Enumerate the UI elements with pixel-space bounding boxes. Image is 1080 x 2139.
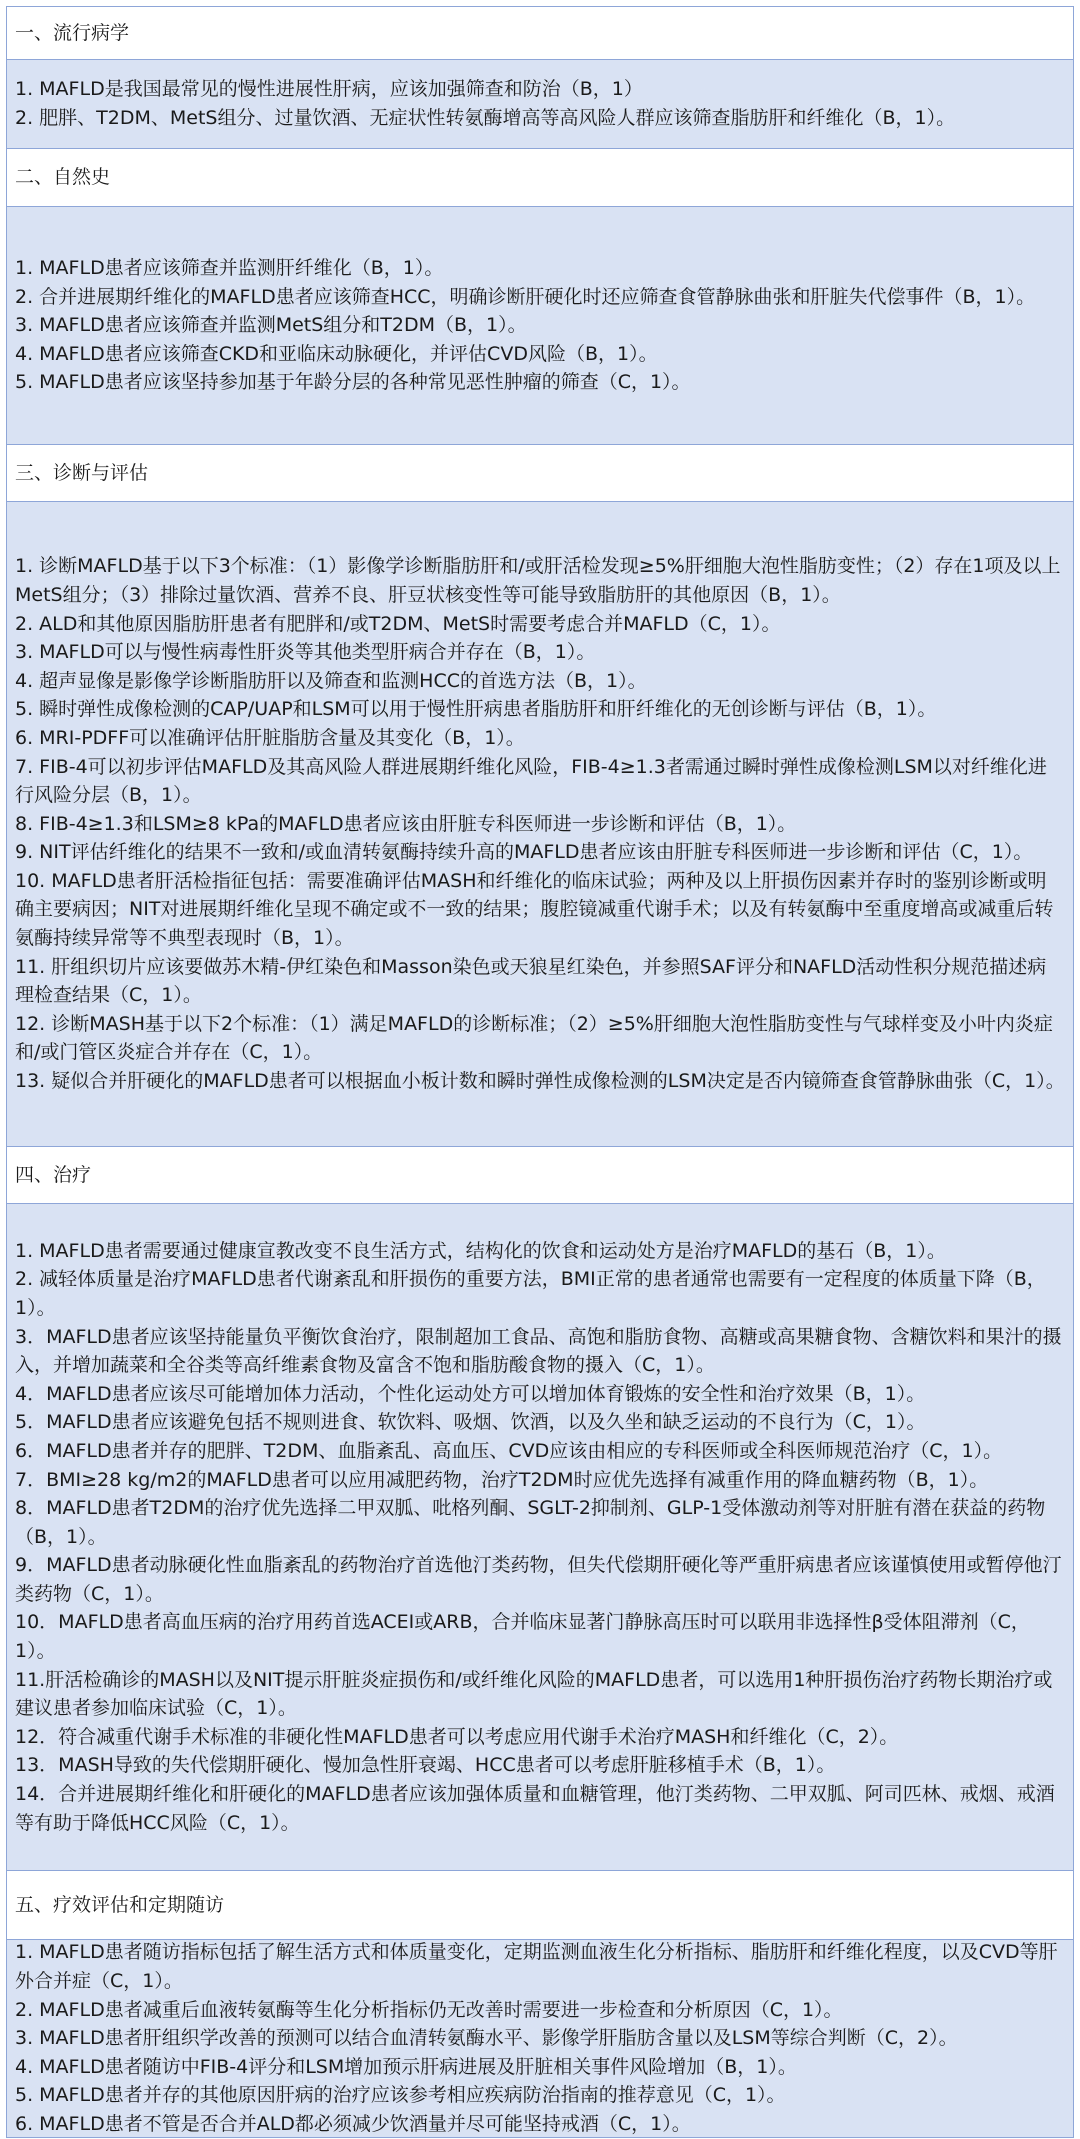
section-header-epidemiology: [7, 7, 1073, 60]
list-item: 1. MAFLD患者应该筛查并监测肝纤维化（B，1）。: [15, 257, 444, 280]
section-header-follow-up: [7, 1871, 1073, 1940]
guideline-summary-table: [6, 6, 1074, 2138]
list-item: 6．MAFLD患者并存的肥胖、T2DM、血脂紊乱、高血压、CVD应该由相应的专科医师或全科医师规范治疗（C，1）。: [15, 1439, 1003, 1462]
section-title: 三、诊断与评估: [15, 461, 149, 484]
section-body-natural-history: [7, 207, 1073, 445]
section-title: 四、治疗: [15, 1163, 92, 1186]
list-item: 1. MAFLD是我国最常见的慢性进展性肝病，应该加强筛查和防治（B，1）: [15, 78, 643, 101]
list-item: 4. MAFLD患者随访中FIB-4评分和LSM增加预示肝病进展及肝脏相关事件风险增加（B，1）。: [15, 2055, 797, 2078]
list-item: 10. MAFLD患者肝活检指征包括：需要准确评估MASH和纤维化的临床试验；两种及以上肝损伤因素并存时的鉴别诊断或明确主要病因；NIT对进展期纤维化呈现不确定或不一致的结果；腹腔镜减重代谢手术；以及有转氨酶中至重度增高或减重后转氨酶持续异常等不典型表现时（B，1）。: [15, 869, 1054, 950]
list-item: 3. MAFLD患者肝组织学改善的预测可以结合血清转氨酶水平、影像学肝脂肪含量以及LSM等综合判断（C，2）。: [15, 2027, 958, 2050]
section-body-treatment: [7, 1204, 1073, 1871]
list-item: 2. 减轻体质量是治疗MAFLD患者代谢紊乱和肝损伤的重要方法，BMI正常的患者通常也需要有一定程度的体质量下降（B，1）。: [15, 1268, 1046, 1319]
list-item: 5. MAFLD患者应该坚持参加基于年龄分层的各种常见恶性肿瘤的筛查（C，1）。: [15, 371, 691, 394]
list-item: 3. MAFLD患者应该筛查并监测MetS组分和T2DM（B，1）。: [15, 314, 527, 337]
list-item: 6. MAFLD患者不管是否合并ALD都必须减少饮酒量并尽可能坚持戒酒（C，1）。: [15, 2112, 691, 2135]
section-title: 二、自然史: [15, 166, 111, 188]
section-title: 五、疗效评估和定期随访: [15, 1893, 225, 1916]
list-item: 9. NIT评估纤维化的结果不一致和/或血清转氨酶持续升高的MAFLD患者应该由肝脏专科医师进一步诊断和评估（C，1）。: [15, 841, 1033, 864]
list-item: 2. 合并进展期纤维化的MAFLD患者应该筛查HCC，明确诊断肝硬化时还应筛查食管静脉曲张和肝脏失代偿事件（B，1）。: [15, 285, 1036, 308]
list-item: 9．MAFLD患者动脉硬化性血脂紊乱的药物治疗首选他汀类药物，但失代偿期肝硬化等严重肝病患者应该谨慎使用或暂停他汀类药物（C，1）。: [15, 1554, 1062, 1605]
list-item: 2. 肥胖、T2DM、MetS组分、过量饮酒、无症状性转氨酶增高等高风险人群应该筛查脂肪肝和纤维化（B，1）。: [15, 107, 956, 129]
list-item: 4. 超声显像是影像学诊断脂肪肝以及筛查和监测HCC的首选方法（B，1）。: [15, 669, 647, 692]
list-item: 6. MRI-PDFF可以准确评估肝脏脂肪含量及其变化（B，1）。: [15, 726, 525, 749]
list-item: 5. 瞬时弹性成像检测的CAP/UAP和LSM可以用于慢性肝病患者脂肪肝和肝纤维化的无创诊断与评估（B，1）。: [15, 698, 937, 721]
list-item: 2. MAFLD患者减重后血液转氨酶等生化分析指标仍无改善时需要进一步检查和分析原因（C，1）。: [15, 1998, 843, 2021]
list-item: 13．MASH导致的失代偿期肝硬化、慢加急性肝衰竭、HCC患者可以考虑肝脏移植手术（B，1）。: [15, 1754, 836, 1777]
section-body-epidemiology: [7, 60, 1073, 149]
list-item: 4．MAFLD患者应该尽可能增加体力活动，个性化运动处方可以增加体育锻炼的安全性和治疗效果（B，1）。: [15, 1382, 926, 1405]
list-item: 8．MAFLD患者T2DM的治疗优先选择二甲双胍、吡格列酮、SGLT-2抑制剂、GLP-1受体激动剂等对肝脏有潜在获益的药物（B，1）。: [15, 1497, 1046, 1548]
list-item: 1. MAFLD患者随访指标包括了解生活方式和体质量变化，定期监测血液生化分析指标、脂肪肝和纤维化程度，以及CVD等肝外合并症（C，1）。: [15, 1941, 1058, 1993]
list-item: 5. MAFLD患者并存的其他原因肝病的治疗应该参考相应疾病防治指南的推荐意见（C，1）。: [15, 2084, 786, 2107]
section-header-diagnosis: [7, 445, 1073, 502]
section-body-follow-up: [7, 1940, 1073, 2137]
list-item: 11.肝活检确诊的MASH以及NIT提示肝脏炎症损伤和/或纤维化风险的MAFLD患者，可以选用1种肝损伤治疗药物长期治疗或建议患者参加临床试验（C，1）。: [15, 1668, 1053, 1720]
list-item: 4. MAFLD患者应该筛查CKD和亚临床动脉硬化，并评估CVD风险（B，1）。: [15, 342, 658, 365]
list-item: 3. MAFLD可以与慢性病毒性肝炎等其他类型肝病合并存在（B，1）。: [15, 641, 596, 664]
list-item: 7. FIB-4可以初步评估MAFLD及其高风险人群进展期纤维化风险，FIB-4≥1.3者需通过瞬时弹性成像检测LSM以对纤维化进行风险分层（B，1）。: [15, 755, 1047, 807]
list-item: 14．合并进展期纤维化和肝硬化的MAFLD患者应该加强体质量和血糖管理，他汀类药物、二甲双胍、阿司匹林、戒烟、戒酒等有助于降低HCC风险（C，1）。: [15, 1783, 1055, 1834]
section-header-treatment: [7, 1147, 1073, 1204]
list-item: 8. FIB-4≥1.3和LSM≥8 kPa的MAFLD患者应该由肝脏专科医师进一步诊断和评估（B，1）。: [15, 812, 797, 835]
list-item: 3．MAFLD患者应该坚持能量负平衡饮食治疗，限制超加工食品、高饱和脂肪食物、高糖或高果糖食物、含糖饮料和果汁的摄入，并增加蔬菜和全谷类等高纤维素食物及富含不饱和脂肪酸食物的摄入（C，1）。: [15, 1325, 1062, 1377]
list-item: 12．符合减重代谢手术标准的非硬化性MAFLD患者可以考虑应用代谢手术治疗MASH和纤维化（C，2）。: [15, 1725, 899, 1748]
section-header-natural-history: [7, 149, 1073, 207]
list-item: 1. 诊断MAFLD基于以下3个标准：（1）影像学诊断脂肪肝和/或肝活检发现≥5%肝细胞大泡性脂肪变性；（2）存在1项及以上MetS组分；（3）排除过量饮酒、营养不良、肝豆状核变性等可能导致脂肪肝的其他原因（B，1）。: [15, 555, 1061, 606]
list-item: 5．MAFLD患者应该避免包括不规则进食、软饮料、吸烟、饮酒，以及久坐和缺乏运动的不良行为（C，1）。: [15, 1411, 926, 1434]
list-item: 12. 诊断MASH基于以下2个标准：（1）满足MAFLD的诊断标准；（2）≥5%肝细胞大泡性脂肪变性与气球样变及小叶内炎症和/或门管区炎症合并存在（C，1）。: [15, 1012, 1053, 1064]
list-item: 13. 疑似合并肝硬化的MAFLD患者可以根据血小板计数和瞬时弹性成像检测的LSM决定是否内镜筛查食管静脉曲张（C，1）。: [15, 1070, 1065, 1093]
list-item: 11. 肝组织切片应该要做苏木精-伊红染色和Masson染色或天狼星红染色，并参照SAF评分和NAFLD活动性积分规范描述病理检查结果（C，1）。: [15, 955, 1047, 1007]
list-item: 1. MAFLD患者需要通过健康宣教改变不良生活方式，结构化的饮食和运动处方是治疗MAFLD的基石（B，1）。: [15, 1239, 946, 1262]
list-item: 2. ALD和其他原因脂肪肝患者有肥胖和/或T2DM、MetS时需要考虑合并MAFLD（C，1）。: [15, 612, 781, 635]
list-item: 7．BMI≥28 kg/m2的MAFLD患者可以应用减肥药物，治疗T2DM时应优先选择有减重作用的降血糖药物（B，1）。: [15, 1468, 989, 1491]
section-body-diagnosis: [7, 502, 1073, 1147]
section-title: 一、流行病学: [15, 21, 130, 44]
list-item: 10．MAFLD患者高血压病的治疗用药首选ACEI或ARB，合并临床显著门静脉高压时可以联用非选择性β受体阻滞剂（C，1）。: [15, 1611, 1030, 1663]
